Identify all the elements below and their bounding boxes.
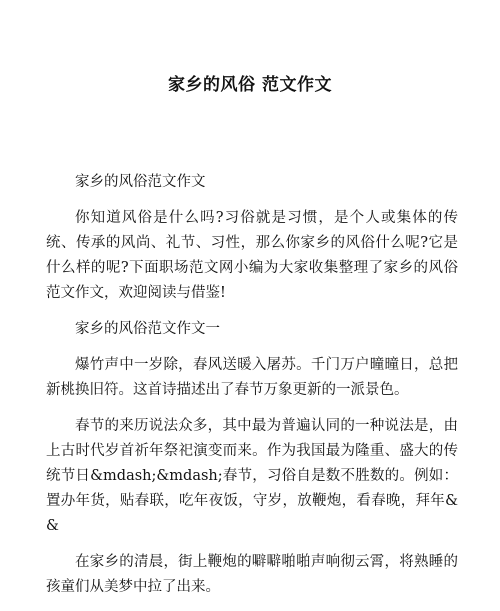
document-body <box>46 170 458 611</box>
page-title: 家乡的风俗 范文作文 <box>168 75 332 95</box>
paragraph-origin: 春节的来历说法众多，其中最为普遍认同的一种说法是，由上古时代岁首祈年祭祀演变而来。作为我国最为隆重、盛大的传统节日&mdash;&mdash;春节，习俗自是数不胜数的。例如：置办年货，贴春联，吃年夜饭，守岁，放鞭炮，看春晚，拜年&& <box>46 418 458 534</box>
paragraph-morning: 在家乡的清晨，街上鞭炮的噼噼啪啪声响彻云霄，将熟睡的孩童们从美梦中拉了出来。 <box>46 554 458 595</box>
paragraph-poem: 爆竹声中一岁除，春风送暖入屠苏。千门万户曈曈日，总把新桃换旧符。这首诗描述出了春节万象更新的一派景色。 <box>46 357 458 398</box>
paragraph-intro: 你知道风俗是什么吗?习俗就是习惯，是个人或集体的传统、传承的风尚、礼节、习性，那么你家乡的风俗什么呢?它是什么样的呢?下面职场范文网小编为大家收集整理了家乡的风俗范文作文，欢迎阅读与借鉴! <box>46 210 458 301</box>
paragraph-heading: 家乡的风俗范文作文 <box>75 174 206 190</box>
paragraph-section-heading: 家乡的风俗范文作文一 <box>75 321 220 337</box>
